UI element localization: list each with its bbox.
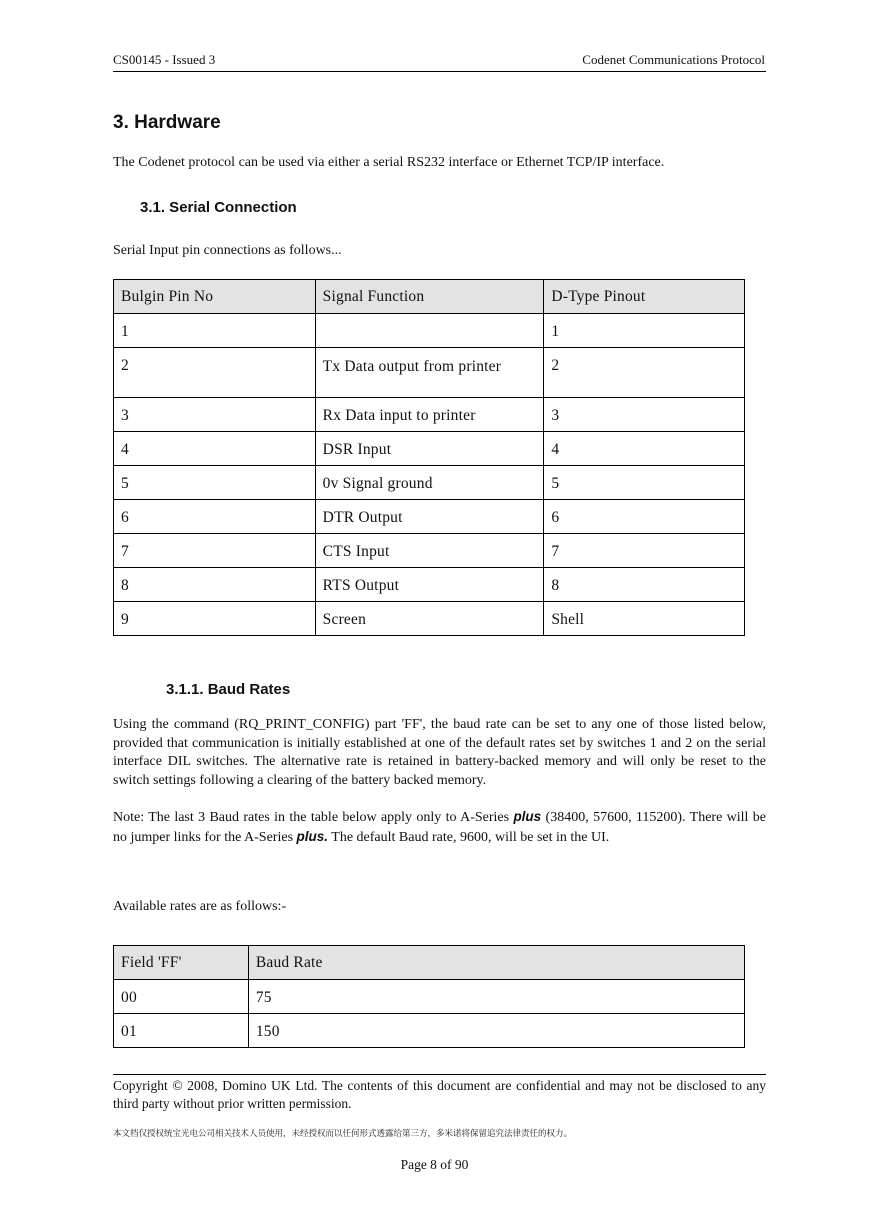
table-cell: 75 (248, 980, 744, 1014)
table-row (114, 980, 745, 1014)
table-cell: 7 (544, 534, 745, 568)
baud-table-header-row (114, 946, 745, 980)
section-intro: The Codenet protocol can be used via either a serial RS232 interface or Ethernet TCP/IP interface. (113, 155, 665, 170)
table-row (114, 466, 745, 500)
footer-copyright: Copyright © 2008, Domino UK Ltd. The contents of this document are confidential and may not be disclosed to any third party without prior written permission. (113, 1078, 766, 1111)
table-row (114, 568, 745, 602)
baud-note-text: The default Baud rate, 9600, will be set in the UI. (328, 829, 610, 845)
table-row (114, 314, 745, 348)
baud-table (113, 945, 745, 1048)
table-cell: DTR Output (315, 500, 544, 534)
table-cell: 5 (544, 466, 745, 500)
table-cell: 0v Signal ground (315, 466, 544, 500)
table-cell: Tx Data output from printer (315, 348, 544, 398)
table-cell: 1 (544, 314, 745, 348)
available-rates-text: Available rates are as follows:- (113, 899, 287, 914)
plus-label: plus. (296, 828, 329, 844)
baud-note (113, 808, 766, 847)
table-cell: 4 (544, 432, 745, 466)
pin-table-header-row (114, 280, 745, 314)
table-row (114, 534, 745, 568)
pin-table-header: D-Type Pinout (544, 280, 745, 314)
table-cell: DSR Input (315, 432, 544, 466)
table-cell: Rx Data input to printer (315, 398, 544, 432)
table-row (114, 500, 745, 534)
table-cell: 2 (114, 348, 316, 398)
table-cell: 5 (114, 466, 316, 500)
table-cell: 150 (248, 1014, 744, 1048)
table-cell: 1 (114, 314, 316, 348)
table-cell: 7 (114, 534, 316, 568)
table-cell: 6 (114, 500, 316, 534)
section-heading: 3. Hardware (113, 112, 221, 133)
serial-heading: 3.1. Serial Connection (140, 199, 297, 216)
baud-note-text: Note: The last 3 Baud rates in the table below apply only to A-Series (113, 810, 514, 825)
baud-table-header: Field 'FF' (114, 946, 249, 980)
page-number: Page 8 of 90 (400, 1157, 469, 1172)
table-cell: 01 (114, 1014, 249, 1048)
table-cell: 4 (114, 432, 316, 466)
table-cell: 3 (544, 398, 745, 432)
table-cell: 6 (544, 500, 745, 534)
table-row (114, 398, 745, 432)
table-cell (315, 314, 544, 348)
table-cell: 2 (544, 348, 745, 398)
table-cell: Shell (544, 602, 745, 636)
table-cell: 3 (114, 398, 316, 432)
table-cell: Screen (315, 602, 544, 636)
footer-chinese-notice: 本文档仅授权统宝光电公司相关技术人员使用，未经授权而以任何形式透露给第三方，多米诺将保留追究法律责任的权力。 (113, 1129, 573, 1139)
baud-table-header: Baud Rate (248, 946, 744, 980)
pin-table-header: Signal Function (315, 280, 544, 314)
table-row (114, 1014, 745, 1048)
header-doc-id: CS00145 - Issued 3 (113, 52, 216, 67)
pin-table-header: Bulgin Pin No (114, 280, 316, 314)
footer-divider (113, 1074, 766, 1075)
table-cell: 8 (114, 568, 316, 602)
baud-heading: 3.1.1. Baud Rates (166, 681, 291, 698)
plus-label: plus (513, 809, 542, 824)
serial-intro: Serial Input pin connections as follows... (113, 243, 342, 258)
table-cell: CTS Input (315, 534, 544, 568)
table-cell: 9 (114, 602, 316, 636)
table-row (114, 348, 745, 398)
table-cell: RTS Output (315, 568, 544, 602)
header-doc-title: Codenet Communications Protocol (582, 52, 765, 67)
baud-paragraph: Using the command (RQ_PRINT_CONFIG) part 'FF', the baud rate can be set to any one of those listed below, provided that communication is initially established at one of the default rates set by switches 1 and 2 on the serial interface DIL switches. The alternative rate is retained in battery-backed memory and will only be reset to the switch settings following a clearing of the battery backed memory. (113, 717, 766, 788)
table-row (114, 602, 745, 636)
pin-table (113, 279, 745, 636)
header-divider (113, 71, 766, 72)
table-row (114, 432, 745, 466)
table-cell: 00 (114, 980, 249, 1014)
baud-note-text: (38400, 57600, 115200). There will be no jumper links for the A-Series (113, 810, 766, 845)
table-cell: 8 (544, 568, 745, 602)
